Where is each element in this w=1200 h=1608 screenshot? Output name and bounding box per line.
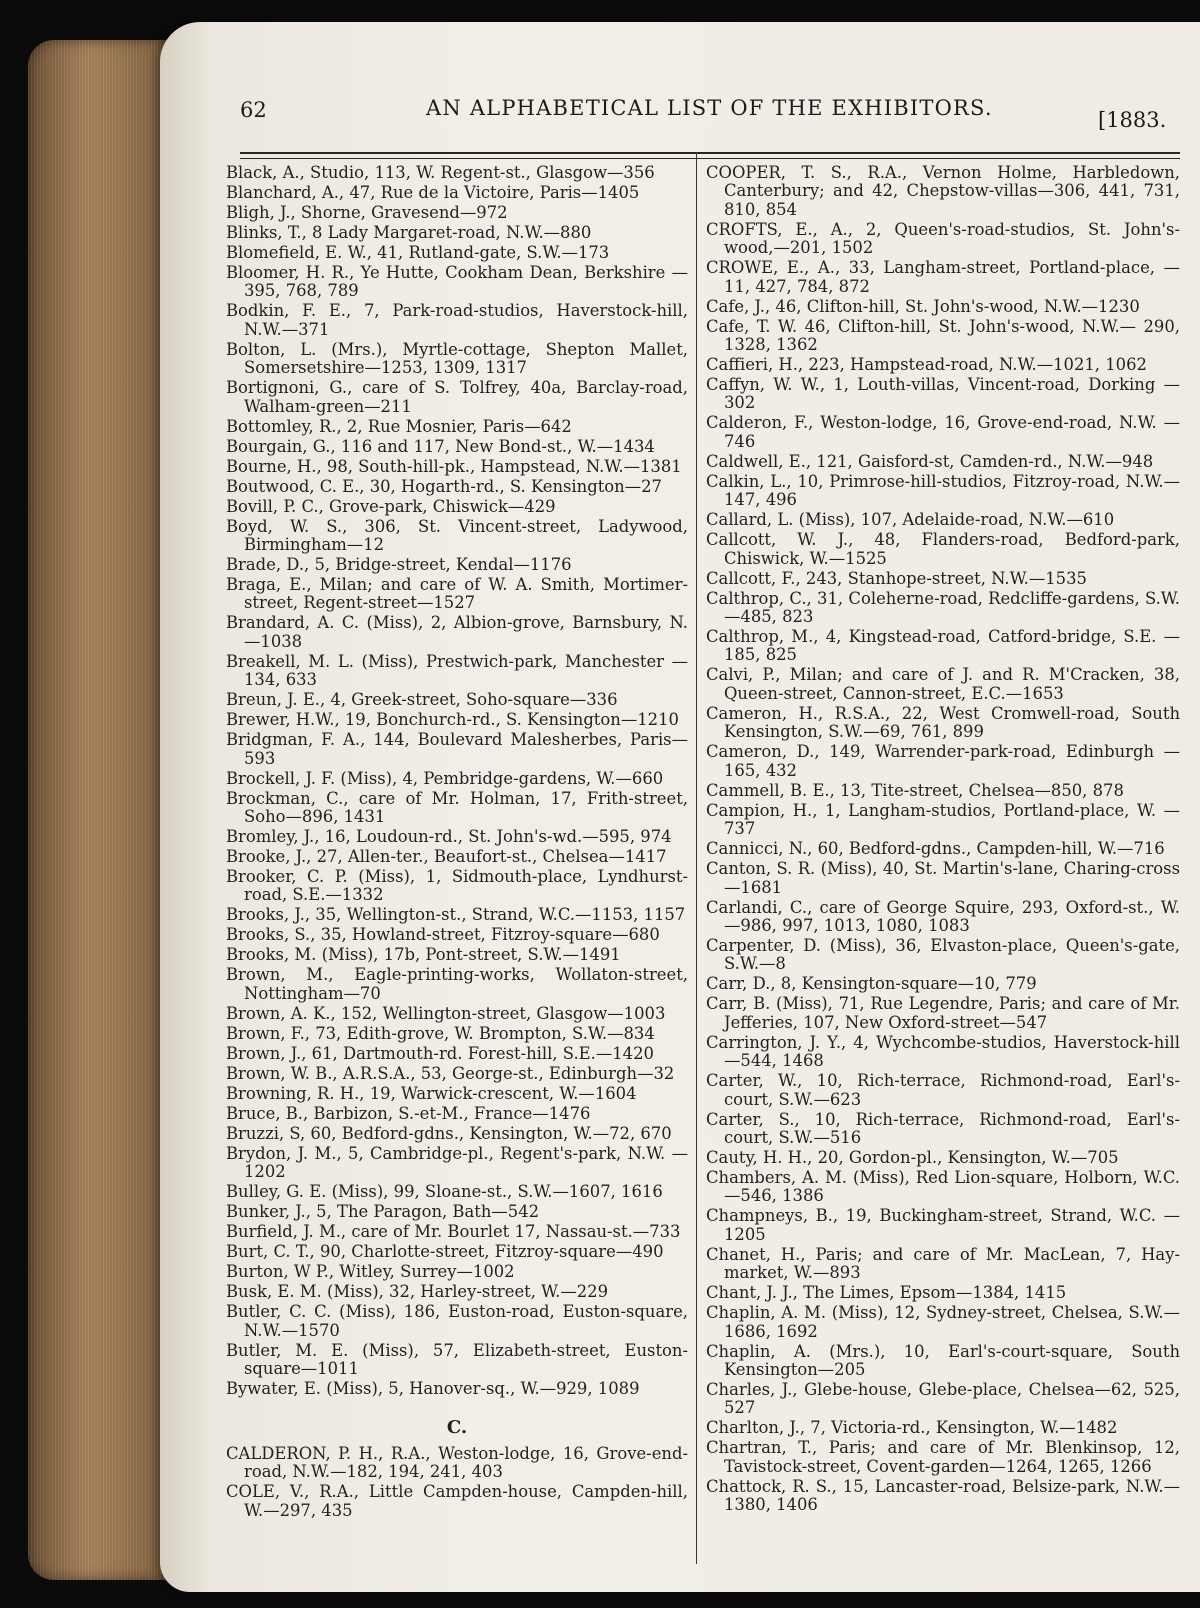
exhibitor-entry: Bulley, G. E. (Miss), 99, Sloane-st., S.W.—1607, 1616 [226,1182,663,1202]
exhibitor-entry: Bottomley, R., 2, Rue Mosnier, Paris—642 [226,416,572,436]
exhibitor-entry: Cammell, B. E., 13, Tite-street, Chelsea—850, 878 [706,780,1124,800]
exhibitor-entry: CROFTS, E., A., 2, Queen's-road-studios, St. John's-wood,—201, 1502 [706,219,1180,258]
exhibitor-entry: Brockell, J. F. (Miss), 4, Pembridge-gardens, W.—660 [226,768,664,788]
exhibitor-entry: Brown, F., 73, Edith-grove, W. Brompton, S.W.—834 [226,1023,655,1043]
exhibitor-entry: Brandard, A. C. (Miss), 2, Albion-grove, Barnsbury, N.—1038 [226,613,688,651]
exhibitor-entry: CALDERON, P. H., R.A., Weston-lodge, 16, Grove-end-road, N.W.—182, 194, 241, 403 [226,1443,688,1482]
year-mark: [1883. [1098,108,1167,132]
exhibitor-entry: Carlandi, C., care of George Squire, 293, Oxford-st., W.—986, 997, 1013, 1080, 1083 [706,897,1180,935]
exhibitor-entry: Calkin, L., 10, Primrose-hill-studios, Fitzroy-road, N.W.—147, 496 [706,471,1180,510]
exhibitor-entry: Bligh, J., Shorne, Gravesend—972 [226,203,508,222]
exhibitor-entry: Callard, L. (Miss), 107, Adelaide-road, N.W.—610 [706,510,1115,530]
exhibitor-entry: Bovill, P. C., Grove-park, Chiswick—429 [226,496,556,516]
exhibitor-entry: Butler, C. C. (Miss), 186, Euston-road, Euston-square, N.W.—1570 [226,1302,688,1340]
column-divider [696,152,697,1564]
exhibitor-entry: Brooke, J., 27, Allen-ter., Beaufort-st., Chelsea—1417 [226,847,667,867]
exhibitor-entry: Champneys, B., 19, Buckingham-street, Strand, W.C. —1205 [706,1206,1180,1244]
exhibitor-entry: Charlton, J., 7, Victoria-rd., Kensington, W.—1482 [706,1418,1118,1438]
exhibitor-entry: Bruzzi, S, 60, Bedford-gdns., Kensington, W.—72, 670 [226,1123,672,1143]
right-column [706,164,1180,1516]
page-header [240,78,1200,132]
exhibitor-entry: Cannicci, N., 60, Bedford-gdns., Campden-hill, W.—716 [706,839,1165,859]
exhibitor-entry: Brown, A. K., 152, Wellington-street, Glasgow—1003 [226,1003,666,1023]
exhibitor-entry: Boutwood, C. E., 30, Hogarth-rd., S. Kensington—27 [226,476,662,496]
exhibitor-entry: COOPER, T. S., R.A., Vernon Holme, Harbledown, Canterbury; and 42, Chepstow-villas—306, 441, 731, 810, 854 [706,163,1180,219]
exhibitor-entry: Blomefield, E. W., 41, Rutland-gate, S.W.—173 [226,243,610,262]
exhibitor-entry: Brooks, J., 35, Wellington-st., Strand, W.C.—1153, 1157 [226,905,686,925]
exhibitor-entry: Brooks, M. (Miss), 17b, Pont-street, S.W.—1491 [226,945,621,965]
exhibitor-entry: Cauty, H. H., 20, Gordon-pl., Kensington, W.—705 [706,1147,1119,1167]
exhibitor-entry: Bloomer, H. R., Ye Hutte, Cookham Dean, Berkshire —395, 768, 789 [226,263,688,301]
exhibitor-entry: Cafe, J., 46, Clifton-hill, St. John's-wood, N.W.—1230 [706,296,1140,316]
exhibitor-entry: COLE, V., R.A., Little Campden-house, Campden-hill, W.—297, 435 [226,1482,688,1520]
exhibitor-entry: Burt, C. T., 90, Charlotte-street, Fitzroy-square—490 [226,1242,664,1262]
exhibitor-entry: Bridgman, F. A., 144, Boulevard Malesherbes, Paris— 593 [226,730,688,768]
exhibitor-entry: Brooks, S., 35, Howland-street, Fitzroy-square—680 [226,925,660,945]
exhibitor-entry: Carr, D., 8, Kensington-square—10, 779 [706,974,1037,994]
page-title: AN ALPHABETICAL LIST OF THE EXHIBITORS. [426,96,993,120]
book-page [160,22,1200,1592]
exhibitor-entry: Cameron, D., 149, Warrender-park-road, Edinburgh —165, 432 [706,742,1180,780]
left-column [226,164,688,1522]
exhibitor-entry: Braga, E., Milan; and care of W. A. Smith, Mortimer-street, Regent-street—1527 [226,575,688,613]
exhibitor-entry: Brade, D., 5, Bridge-street, Kendal—1176 [226,555,572,575]
exhibitor-entry: Chartran, T., Paris; and care of Mr. Blenkinsop, 12, Tavistock-street, Covent-garden—1264, 1265, 1266 [706,1438,1180,1476]
exhibitor-entry: Brown, M., Eagle-printing-works, Wollaton-street, Nottingham—70 [226,965,688,1003]
exhibitor-entry: Chaplin, A. M. (Miss), 12, Sydney-street, Chelsea, S.W.—1686, 1692 [706,1303,1180,1341]
exhibitor-entry: Bodkin, F. E., 7, Park-road-studios, Haverstock-hill, N.W.—371 [226,301,688,339]
exhibitor-entry: Chanet, H., Paris; and care of Mr. MacLean, 7, Hay-market, W.—893 [706,1244,1180,1283]
exhibitor-entry: Carter, S., 10, Rich-terrace, Richmond-road, Earl's-court, S.W.—516 [706,1109,1180,1147]
exhibitor-entry: Bourgain, G., 116 and 117, New Bond-st., W.—1434 [226,436,655,456]
section-heading: C. [446,1416,468,1438]
exhibitor-entry: Black, A., Studio, 113, W. Regent-st., Glasgow—356 [226,163,655,182]
exhibitor-entry: Burfield, J. M., care of Mr. Bourlet 17, Nassau-st.—733 [226,1222,681,1242]
exhibitor-entry: Bromley, J., 16, Loudoun-rd., St. John's-wd.—595, 974 [226,827,672,847]
exhibitor-entry: Brown, J., 61, Dartmouth-rd. Forest-hill, S.E.—1420 [226,1043,654,1063]
exhibitor-entry: Boyd, W. S., 306, St. Vincent-street, Ladywood, Birmingham—12 [226,516,688,555]
exhibitor-entry: Brydon, J. M., 5, Cambridge-pl., Regent's-park, N.W. —1202 [226,1143,688,1182]
exhibitor-entry: Bolton, L. (Mrs.), Myrtle-cottage, Shepton Mallet, Somersetshire—1253, 1309, 1317 [226,339,688,378]
exhibitor-entry: Busk, E. M. (Miss), 32, Harley-street, W.—229 [226,1282,609,1302]
exhibitor-entry: Bruce, B., Barbizon, S.-et-M., France—1476 [226,1103,591,1123]
exhibitor-entry: Campion, H., 1, Langham-studios, Portland-place, W. —737 [706,800,1180,839]
exhibitor-entry: Butler, M. E. (Miss), 57, Elizabeth-street, Euston-square—1011 [226,1340,688,1379]
exhibitor-entry: Charles, J., Glebe-house, Glebe-place, Chelsea—62, 525, 527 [706,1379,1180,1418]
exhibitor-entry: Cameron, H., R.S.A., 22, West Cromwell-road, South Kensington, S.W.—69, 761, 899 [706,703,1180,742]
exhibitor-entry: Callcott, F., 243, Stanhope-street, N.W.—1535 [706,568,1087,588]
exhibitor-entry: Brockman, C., care of Mr. Holman, 17, Frith-street, Soho—896, 1431 [226,788,688,827]
exhibitor-entry: Breakell, M. L. (Miss), Prestwich-park, Manchester —134, 633 [226,651,688,690]
exhibitor-entry: Caldwell, E., 121, Gaisford-st, Camden-rd., N.W.—948 [706,451,1154,471]
exhibitor-entry: Bunker, J., 5, The Paragon, Bath—542 [226,1202,540,1222]
exhibitor-entry: Calvi, P., Milan; and care of J. and R. M'Cracken, 38, Queen-street, Cannon-street, E.C.—1653 [706,665,1180,703]
book-page-edges [28,40,178,1580]
header-rule [240,152,1180,159]
exhibitor-entry: Carr, B. (Miss), 71, Rue Legendre, Paris; and care of Mr. Jefferies, 107, New Oxford-street—547 [706,994,1180,1032]
exhibitor-entry: Chambers, A. M. (Miss), Red Lion-square, Holborn, W.C.—546, 1386 [706,1167,1180,1206]
page-number: 62 [240,98,267,122]
exhibitor-entry: Carpenter, D. (Miss), 36, Elvaston-place, Queen's-gate, S.W.—8 [706,935,1180,974]
exhibitor-entry: Blanchard, A., 47, Rue de la Victoire, Paris—1405 [226,183,640,202]
exhibitor-entry: Bywater, E. (Miss), 5, Hanover-sq., W.—929, 1089 [226,1379,640,1399]
exhibitor-entry: Blinks, T., 8 Lady Margaret-road, N.W.—880 [226,223,592,242]
exhibitor-entry: Chant, J. J., The Limes, Epsom—1384, 1415 [706,1283,1067,1303]
exhibitor-entry: Browning, R. H., 19, Warwick-crescent, W.—1604 [226,1083,637,1103]
exhibitor-entry: Chaplin, A. (Mrs.), 10, Earl's-court-square, South Kensington—205 [706,1341,1180,1379]
exhibitor-entry: Bourne, H., 98, South-hill-pk., Hampstead, N.W.—1381 [226,456,682,476]
exhibitor-entry: Cafe, T. W. 46, Clifton-hill, St. John's-wood, N.W.— 290, 1328, 1362 [706,316,1180,355]
exhibitor-entry: Burton, W P., Witley, Surrey—1002 [226,1262,515,1282]
exhibitor-entry: CROWE, E., A., 33, Langham-street, Portland-place, —11, 427, 784, 872 [706,258,1180,296]
exhibitor-entry: Caffieri, H., 223, Hampstead-road, N.W.—1021, 1062 [706,355,1147,375]
exhibitor-entry: Brown, W. B., A.R.S.A., 53, George-st., Edinburgh—32 [226,1063,675,1083]
exhibitor-entry: Carrington, J. Y., 4, Wychcombe-studios, Haverstock-hill—544, 1468 [706,1032,1180,1071]
exhibitor-entry: Calthrop, C., 31, Coleherne-road, Redcliffe-gardens, S.W.—485, 823 [706,588,1180,627]
exhibitor-entry: Calderon, F., Weston-lodge, 16, Grove-end-road, N.W. —746 [706,413,1180,451]
exhibitor-entry: Chattock, R. S., 15, Lancaster-road, Belsize-park, N.W.—1380, 1406 [706,1476,1180,1515]
exhibitor-entry: Callcott, W. J., 48, Flanders-road, Bedford-park, Chiswick, W.—1525 [706,530,1180,568]
exhibitor-entry: Caffyn, W. W., 1, Louth-villas, Vincent-road, Dorking —302 [706,375,1180,413]
exhibitor-entry: Carter, W., 10, Rich-terrace, Richmond-road, Earl's-court, S.W.—623 [706,1071,1180,1109]
exhibitor-entry: Breun, J. E., 4, Greek-street, Soho-square—336 [226,690,618,710]
exhibitor-entry: Brooker, C. P. (Miss), 1, Sidmouth-place, Lyndhurst-road, S.E.—1332 [226,867,688,905]
exhibitor-entry: Calthrop, M., 4, Kingstead-road, Catford-bridge, S.E. —185, 825 [706,627,1180,665]
exhibitor-entry: Bortignoni, G., care of S. Tolfrey, 40a, Barclay-road, Walham-green—211 [226,378,688,416]
exhibitor-entry: Canton, S. R. (Miss), 40, St. Martin's-lane, Charing-cross—1681 [706,859,1180,897]
exhibitor-entry: Brewer, H.W., 19, Bonchurch-rd., S. Kensington—1210 [226,710,679,730]
